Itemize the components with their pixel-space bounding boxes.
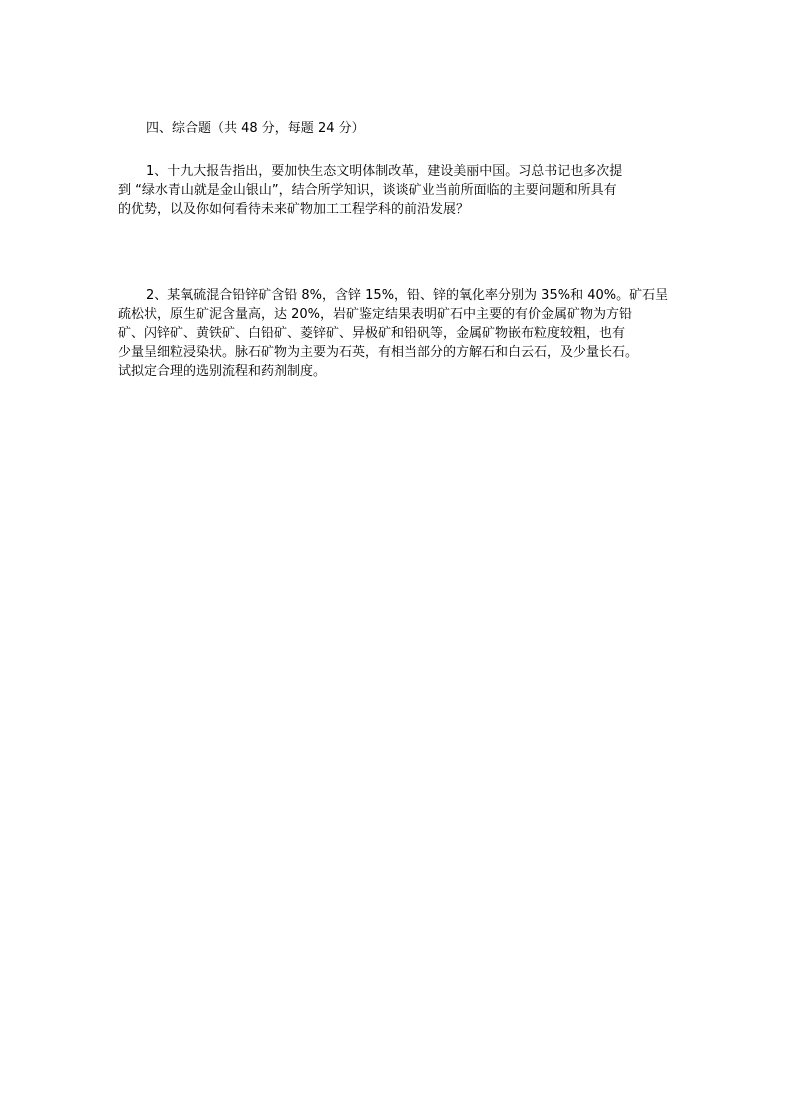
question-2-line-2: 疏松状，原生矿泥含量高，达 20%，岩矿鉴定结果表明矿石中主要的有价金属矿物为方铅: [118, 307, 633, 322]
question-2-line-1: 2、某氧硫混合铅锌矿含铅 8%，含锌 15%，铅、锌的氧化率分别为 35%和 40%。矿石呈: [146, 288, 669, 303]
question-1-line-3: 的优势，以及你如何看待未来矿物加工工程学科的前沿发展？: [118, 202, 470, 217]
question-2-line-5: 试拟定合理的选别流程和药剂制度。: [118, 364, 327, 379]
section-title: 四、综合题（共 48 分，每题 24 分）: [146, 121, 365, 136]
question-2-line-3: 矿、闪锌矿、黄铁矿、白铅矿、菱锌矿、异极矿和铅矾等，金属矿物嵌布粒度较粗，也有: [118, 326, 626, 341]
question-1-line-1: 1、十九大报告指出，要加快生态文明体制改革，建设美丽中国。习总书记也多次提: [146, 164, 623, 179]
question-2-line-4: 少量呈细粒浸染状。脉石矿物为主要为石英，有相当部分的方解石和白云石，及少量长石。: [118, 345, 639, 360]
question-1-line-2: 到 “绿水青山就是金山银山”，结合所学知识，谈谈矿业当前所面临的主要问题和所具有: [118, 183, 617, 198]
question-2: [118, 286, 678, 381]
question-1: [118, 162, 678, 219]
